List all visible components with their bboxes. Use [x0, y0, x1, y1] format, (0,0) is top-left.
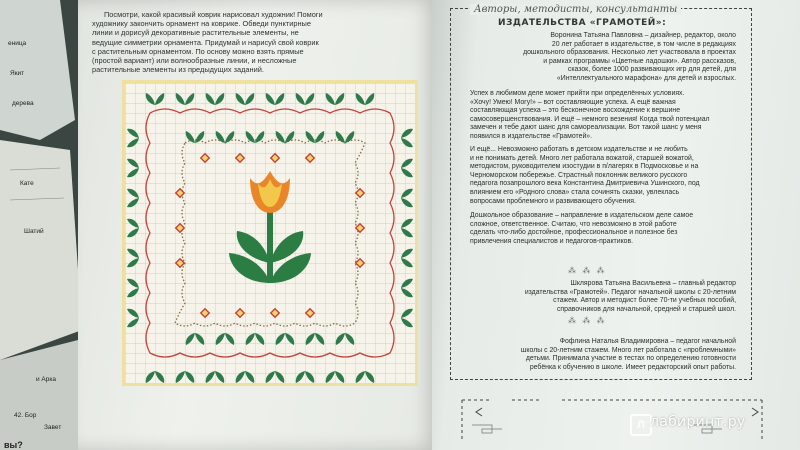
- separator-dots: ⁂ ⁂ ⁂: [568, 316, 607, 325]
- bio-line: ребёнка к обучению в школе. Имеет редакторский опыт работы.: [529, 363, 736, 371]
- bio-line: Успех в любимом деле может прийти при определённых условиях.: [470, 90, 685, 97]
- rug-pattern-board: [122, 80, 418, 386]
- bio-line: Шклярова Татьяна Васильевна – главный редактор: [570, 280, 736, 287]
- bio-line: и не понимать детей. Много лет работала вожатой, старшей вожатой,: [470, 154, 694, 162]
- bio-line: Воронина Татьяна Павловна – дизайнер, редактор, около: [550, 32, 736, 39]
- rug-ornament-drawing: [125, 83, 415, 383]
- bio-line: составляющая успеха – это бесконечное восхождение к вершине: [470, 107, 681, 115]
- bio-line: школы с 20-летним стажем. Много лет работала с «проблемными»: [520, 346, 736, 354]
- scrap-word: Шатий: [24, 228, 44, 235]
- author-foflina-bio: [486, 338, 736, 372]
- author-voronina-quote: [470, 90, 740, 142]
- author-voronina-quote-3: [470, 212, 740, 246]
- scrap-word: 42. Бор: [14, 412, 37, 419]
- scrap-word: еница: [8, 40, 27, 47]
- author-voronina-bio: [496, 32, 736, 84]
- bio-line: издательства «Грамотей». Педагог начальной школы с 20-летним: [524, 288, 736, 296]
- bio-line: методистом, руководителем изостудии в п/лагерях в Подмосковье и на: [470, 163, 699, 171]
- bio-line: 20 лет работает в издательстве, в том числе в редакциях: [551, 40, 736, 48]
- bio-line: «Интеллектуального марафона» для детей и взрослых.: [556, 74, 736, 82]
- bio-line: стажем. Автор и методист более 70-ти учебных пособий,: [553, 297, 736, 305]
- left-page-intro: [92, 10, 392, 74]
- bio-line: привлечения специалистов и педагогов-практиков.: [470, 237, 634, 245]
- intro-line: Посмотри, какой красивый коврик нарисовал художник! Помоги: [104, 10, 323, 19]
- intro-line: ведущие симметрии орнамента. Придумай и нарисуй свой коврик: [92, 37, 319, 47]
- bio-line: И ещё... Невозможно работать в детском издательстве и не любить: [470, 146, 688, 153]
- scrap-word: Кате: [20, 180, 34, 187]
- authors-heading-script: Авторы, методисты, консультанты: [470, 4, 681, 15]
- bio-line: педагога позапрошлого века Константина Дмитриевича Ушинского, под: [470, 180, 700, 188]
- author-voronina-quote-2: [470, 146, 740, 206]
- scrap-word: вы?: [4, 440, 23, 450]
- bio-line: Фофлина Наталья Владимировна – педагог начальной: [559, 338, 736, 345]
- bio-line: сложное, ответственное. Считаю, что невозможно в этой работе: [470, 220, 677, 228]
- intro-line: растительные элементы из предыдущих заданий.: [92, 65, 264, 75]
- bio-line: влиянием его «Родного слова» стала сочинять сказки, увлеклась: [470, 188, 680, 196]
- bio-line: справочников для начальной, средней и старшей школ.: [556, 305, 736, 313]
- watermark-text: лабиринт.ру: [650, 414, 746, 430]
- background-newspapers: [0, 0, 82, 450]
- bio-line: появился в издательстве «Грамотей».: [470, 132, 593, 140]
- scrap-word: дерева: [12, 100, 34, 107]
- bio-line: замечен и тебе дают шанс для самореализации. Вот такой шанс у меня: [470, 124, 702, 132]
- scrap-word: и Арка: [36, 376, 56, 383]
- bio-line: и рамках программы «Цветные ладошки». Автор рассказов,: [543, 57, 736, 65]
- intro-line: с растительным орнаментом. По основу можно взять прямые: [92, 46, 304, 56]
- separator-dots: ⁂ ⁂ ⁂: [568, 266, 607, 275]
- bio-line: Черноморском побережье. Страстный поклонник великого русского: [470, 171, 688, 179]
- bio-line: Дошкольное образование – направление в издательском деле самое: [470, 212, 694, 219]
- bio-line: сделать что-либо достойное, профессиональное и полезное без: [470, 229, 678, 237]
- bio-line: дошкольного образования. Несколько лет участвовала в проектах: [523, 49, 736, 57]
- bio-line: «Хочу! Умею! Могу!» – вот составляющие успеха. А ещё важная: [470, 98, 676, 106]
- intro-line: художнику закончить орнамент на коврике. Обведи пунктирные: [92, 19, 311, 29]
- intro-line: (простой вариант) или волнообразные линии, и несложные: [92, 56, 297, 66]
- bio-line: самосовершенствования. И ещё – немного везения! Когда твой потенциал: [470, 115, 710, 123]
- author-shklyarova-bio: [486, 280, 736, 314]
- bio-line: сказок, более 1000 развивающих игр для детей, для: [567, 66, 736, 74]
- watermark-logo: Л: [630, 414, 652, 436]
- intro-line: линии и дорисуй декоративные растительные элементы, не: [92, 28, 299, 38]
- scrap-word: Завет: [44, 424, 62, 431]
- scrap-word: Якит: [10, 70, 25, 77]
- bio-line: детьми. Принимала участие в тестах по определению готовности: [525, 355, 736, 363]
- authors-heading-title: ИЗДАТЕЛЬСТВА «ГРАМОТЕЙ»:: [498, 18, 667, 28]
- bio-line: вопросами проблемного и развивающего обучения.: [470, 197, 636, 205]
